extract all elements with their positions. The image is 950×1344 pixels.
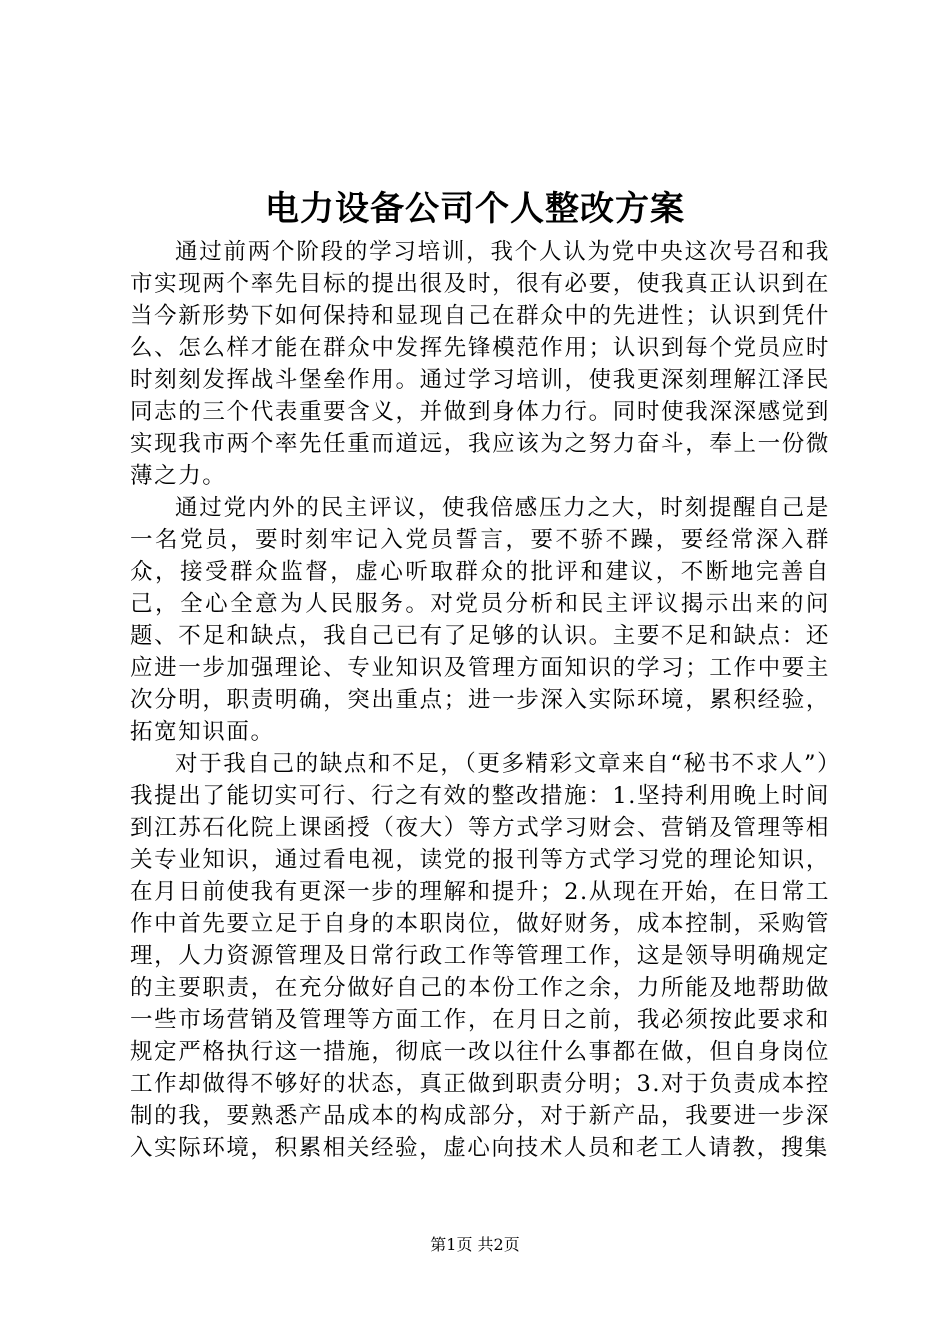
page-title: 电力设备公司个人整改方案 (265, 189, 685, 229)
paragraph-3: 对于我自己的缺点和不足，（更多精彩文章来自“秘书不求人”）我提出了能切实可行、行之有效的整改措施：1.坚持利用晚上时间到江苏石化院上课函授（夜大）等方式学习财会、营销及管理等相关专业知识，通过看电视，读党的报刊等方式学习党的理论知识，在月日前使我有更深一步的理解和提升；2.从现在开始，在日常工作中首先要立足于自身的本职岗位，做好财务，成本控制，采购管理，人力资源管理及日常行政工作等管理工作，这是领导明确规定的主要职责，在充分做好自己的本份工作之余，力所能及地帮助做一些市场营销及管理等方面工作，在月日之前，我必须按此要求和规定严格执行这一措施，彻底一改以往什么事都在做，但自身岗位工作却做得不够好的状态，真正做到职责分明；3.对于负责成本控制的我，要熟悉产品成本的构成部分，对于新产品，我要进一步深入实际环境，积累相关经验，虚心向技术人员和老工人请教，搜集 (130, 751, 830, 1161)
paragraph-2: 通过党内外的民主评议，使我倍感压力之大，时刻提醒自己是一名党员，要时刻牢记入党员誓言，要不骄不躁，要经常深入群众，接受群众监督，虚心听取群众的批评和建议，不断地完善自己，全心全意为人民服务。对党员分析和民主评议揭示出来的问题、不足和缺点，我自己已有了足够的认识。主要不足和缺点：还应进一步加强理论、专业知识及管理方面知识的学习；工作中要主次分明，职责明确，突出重点；进一步深入实际环境，累积经验，拓宽知识面。 (130, 495, 830, 745)
document-body (130, 236, 830, 1164)
paragraph-1: 通过前两个阶段的学习培训，我个人认为党中央这次号召和我市实现两个率先目标的提出很及时，很有必要，使我真正认识到在当今新形势下如何保持和显现自己在群众中的先进性；认识到凭什么、怎么样才能在群众中发挥先锋模范作用；认识到每个党员应时时刻刻发挥战斗堡垒作用。通过学习培训，使我更深刻理解江泽民同志的三个代表重要含义，并做到身体力行。同时使我深深感觉到实现我市两个率先任重而道远，我应该为之努力奋斗，奉上一份微薄之力。 (130, 239, 830, 489)
page-number-footer: 第1页 共2页 (430, 1235, 520, 1254)
